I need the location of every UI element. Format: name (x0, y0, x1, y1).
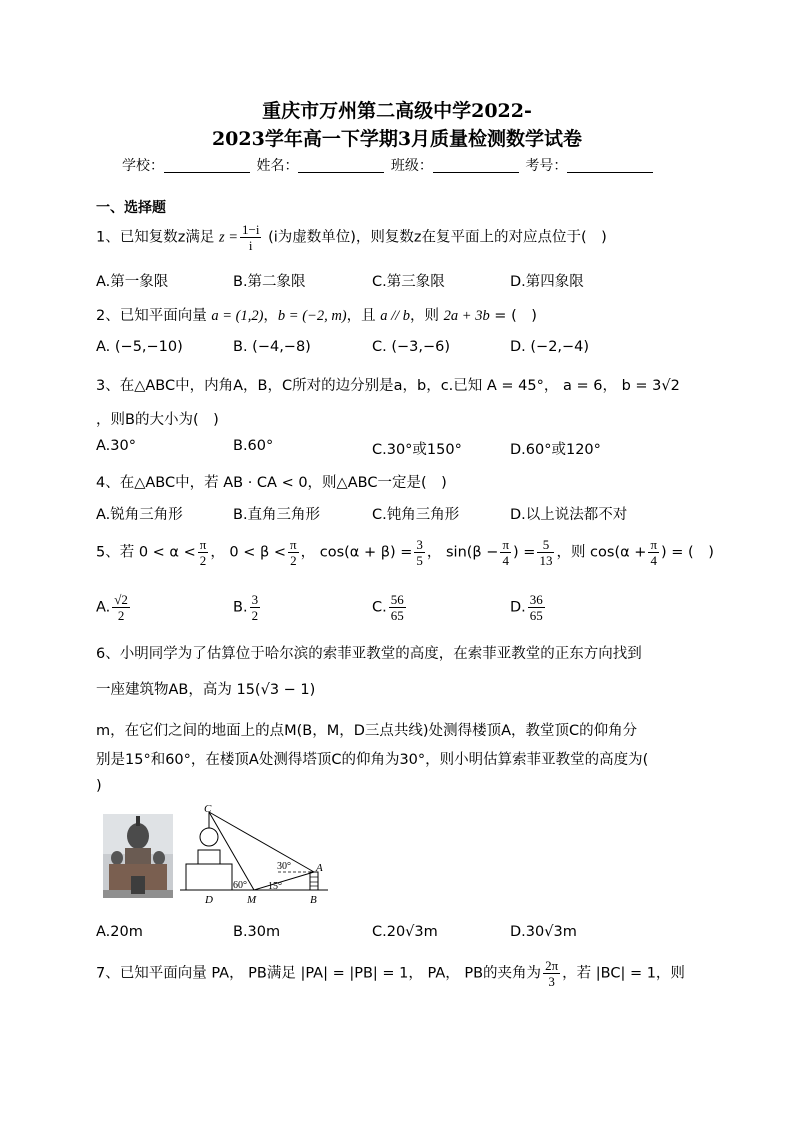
q5-text-g: ) = ( ) (661, 544, 714, 561)
q5-four-a: 4 (502, 553, 509, 568)
q6-option-b[interactable]: B.30m (233, 924, 281, 940)
student-info-row (122, 155, 655, 175)
q5-opt-c-den: 65 (390, 608, 404, 623)
q5-option-a[interactable] (96, 592, 132, 623)
q5-text-f: ，则 cos(α + (556, 544, 647, 561)
q2-sep-3: ，则 (410, 308, 444, 324)
question-2 (96, 304, 537, 325)
q5-two-b: 2 (290, 553, 297, 568)
q5-text-a: 5、若 0 < α < (96, 544, 196, 561)
q1-option-d[interactable]: D.第四象限 (510, 274, 584, 290)
q5-pi-c: π (502, 537, 510, 552)
q5-opt-b-frac (250, 592, 261, 623)
q5-opt-a-label: A. (96, 599, 111, 616)
q1-numerator: 1−i (242, 222, 260, 237)
q5-opt-c-num: 56 (390, 592, 404, 607)
q1-option-a[interactable]: A.第一象限 (96, 274, 169, 290)
q5-num-1: 3 (416, 537, 423, 552)
q5-opt-a-num: √2 (114, 592, 128, 607)
q1-option-b[interactable]: B.第二象限 (233, 274, 306, 290)
q3-option-d[interactable]: D.60°或120° (510, 442, 601, 458)
q1-option-c[interactable]: C.第三象限 (372, 274, 445, 290)
name-blank[interactable] (298, 158, 384, 173)
q1-denominator: i (248, 238, 253, 253)
q5-opt-b-den: 2 (251, 608, 259, 623)
label-m: M (247, 894, 257, 906)
label-d: D (205, 894, 213, 906)
q2-expr-4: 2a + 3b (443, 308, 490, 324)
class-blank[interactable] (433, 158, 519, 173)
q5-frac-35 (414, 537, 425, 568)
q6-option-a[interactable]: A.20m (96, 924, 143, 940)
class-label: 班级： (390, 158, 433, 174)
q6-geometry-figure (180, 800, 330, 908)
question-1 (96, 222, 607, 253)
q2-text-b: = ( ) (489, 308, 537, 324)
q5-pi-b: π (290, 537, 297, 552)
q2-sep-2: ，且 (346, 308, 381, 324)
q4-option-b[interactable]: B.直角三角形 (233, 507, 321, 523)
q5-opt-a-frac (112, 592, 130, 623)
q2-sep-1: ， (263, 308, 278, 324)
section-heading: 一、选择题 (96, 200, 166, 216)
q2-option-b[interactable]: B. (−4,−8) (233, 339, 311, 355)
q4-option-d[interactable]: D.以上说法都不对 (510, 507, 628, 523)
q1-text-a: 1、已知复数z满足 (96, 229, 219, 246)
exam-title-line1: 重庆市万州第二高级中学2022- (262, 100, 532, 122)
q4-option-c[interactable]: C.钝角三角形 (372, 507, 460, 523)
q4-option-a[interactable]: A.锐角三角形 (96, 507, 183, 523)
q5-opt-b-label: B. (233, 599, 248, 616)
q5-four-b: 4 (650, 553, 657, 568)
label-angle-15: 15° (268, 881, 282, 892)
q5-text-d: ， sin(β − (426, 544, 499, 561)
q7-numerator: 2π (545, 958, 559, 973)
school-blank[interactable] (164, 158, 250, 173)
q6-line-4: 别是15°和60°，在楼顶A处测得塔顶C的仰角为30°，则小明估算索菲亚教堂的高度为( (96, 752, 649, 768)
q3-line-2: ，则B的大小为( ) (96, 412, 219, 428)
q2-expr-1: a = (1,2) (211, 308, 264, 324)
q6-line-5: ) (96, 778, 102, 794)
q1-text-b: (i为虚数单位)，则复数z在复平面上的对应点位于( ) (263, 229, 607, 246)
q5-num-2: 5 (537, 537, 554, 553)
q5-opt-d-label: D. (510, 599, 526, 616)
q5-opt-d-den: 65 (529, 608, 543, 623)
q2-expr-3: a // b (380, 308, 411, 324)
q2-option-c[interactable]: C. (−3,−6) (372, 339, 451, 355)
q5-two-a: 2 (199, 553, 207, 568)
q5-den-2: 13 (539, 553, 553, 568)
q5-text-c: ， cos(α + β) = (300, 544, 413, 561)
q5-frac-pi4-b (648, 537, 659, 568)
church-photo (103, 814, 173, 898)
q5-frac-pi2-b (288, 537, 299, 568)
q5-opt-c-label: C. (372, 599, 387, 616)
q5-pi-a: π (199, 537, 207, 552)
q2-option-d[interactable]: D. (−2,−4) (510, 339, 590, 355)
exam-title-line2: 2023学年高一下学期3月质量检测数学试卷 (211, 128, 583, 150)
q1-z: z = (218, 229, 239, 246)
q5-frac-pi2-a (198, 537, 209, 568)
q5-opt-d-num: 36 (529, 592, 543, 607)
q7-denominator: 3 (548, 974, 555, 989)
q3-option-c[interactable]: C.30°或150° (372, 442, 462, 458)
school-label: 学校： (122, 158, 164, 174)
q5-opt-c-frac (389, 592, 406, 623)
q3-option-a[interactable]: A.30° (96, 438, 136, 454)
q5-pi-d: π (650, 537, 658, 552)
question-7 (96, 958, 685, 989)
name-label: 姓名： (256, 158, 299, 174)
q1-fraction (240, 222, 261, 253)
q5-den-1: 5 (416, 553, 423, 568)
label-angle-60: 60° (233, 880, 247, 891)
q2-text-a: 2、已知平面向量 (96, 308, 212, 324)
q6-option-c[interactable]: C.20√3m (372, 924, 438, 940)
q7-text-b: ，若 |BC| = 1，则 (562, 965, 685, 982)
q3-option-b[interactable]: B.60° (233, 438, 274, 454)
q4-text: 4、在△ABC中，若 AB · CA < 0，则△ABC一定是( ) (96, 475, 447, 491)
q6-option-d[interactable]: D.30√3m (510, 924, 577, 940)
q5-opt-a-den: 2 (117, 608, 125, 623)
label-angle-30: 30° (277, 861, 291, 872)
q5-opt-d-frac (528, 592, 545, 623)
q6-line-3: m，在它们之间的地面上的点M(B，M，D三点共线)处测得楼顶A，教堂顶C的仰角分 (96, 723, 638, 739)
number-label: 考号： (525, 158, 568, 174)
q5-option-b[interactable] (233, 592, 262, 623)
q7-text-a: 7、已知平面向量 PA， PB满足 |PA| = |PB| = 1， PA， PB的夹角为 (96, 965, 542, 982)
q5-text-b: ， 0 < β < (210, 544, 287, 561)
q5-opt-b-num: 3 (251, 592, 259, 607)
q3-line-1: 3、在△ABC中，内角A，B，C所对的边分别是a，b，c.已知 A = 45°， a = 6， b = 3√2 (96, 378, 680, 394)
question-5 (96, 537, 714, 568)
q5-option-c[interactable] (372, 592, 408, 623)
q2-expr-2: b = (−2, m) (277, 308, 347, 324)
q5-frac-513 (537, 537, 554, 568)
q6-line-2: 一座建筑物AB，高为 15(√3 − 1) (96, 682, 316, 698)
q2-option-a[interactable]: A. (−5,−10) (96, 339, 183, 355)
q7-fraction (543, 958, 560, 989)
label-b: B (310, 894, 317, 906)
label-a: A (316, 862, 323, 874)
label-c: C (204, 803, 212, 815)
q5-frac-pi4-a (500, 537, 511, 568)
q6-line-1: 6、小明同学为了估算位于哈尔滨的索菲亚教堂的高度，在索菲亚教堂的正东方向找到 (96, 646, 642, 662)
number-blank[interactable] (567, 158, 653, 173)
q5-text-e: ) = (513, 544, 536, 561)
q5-option-d[interactable] (510, 592, 547, 623)
